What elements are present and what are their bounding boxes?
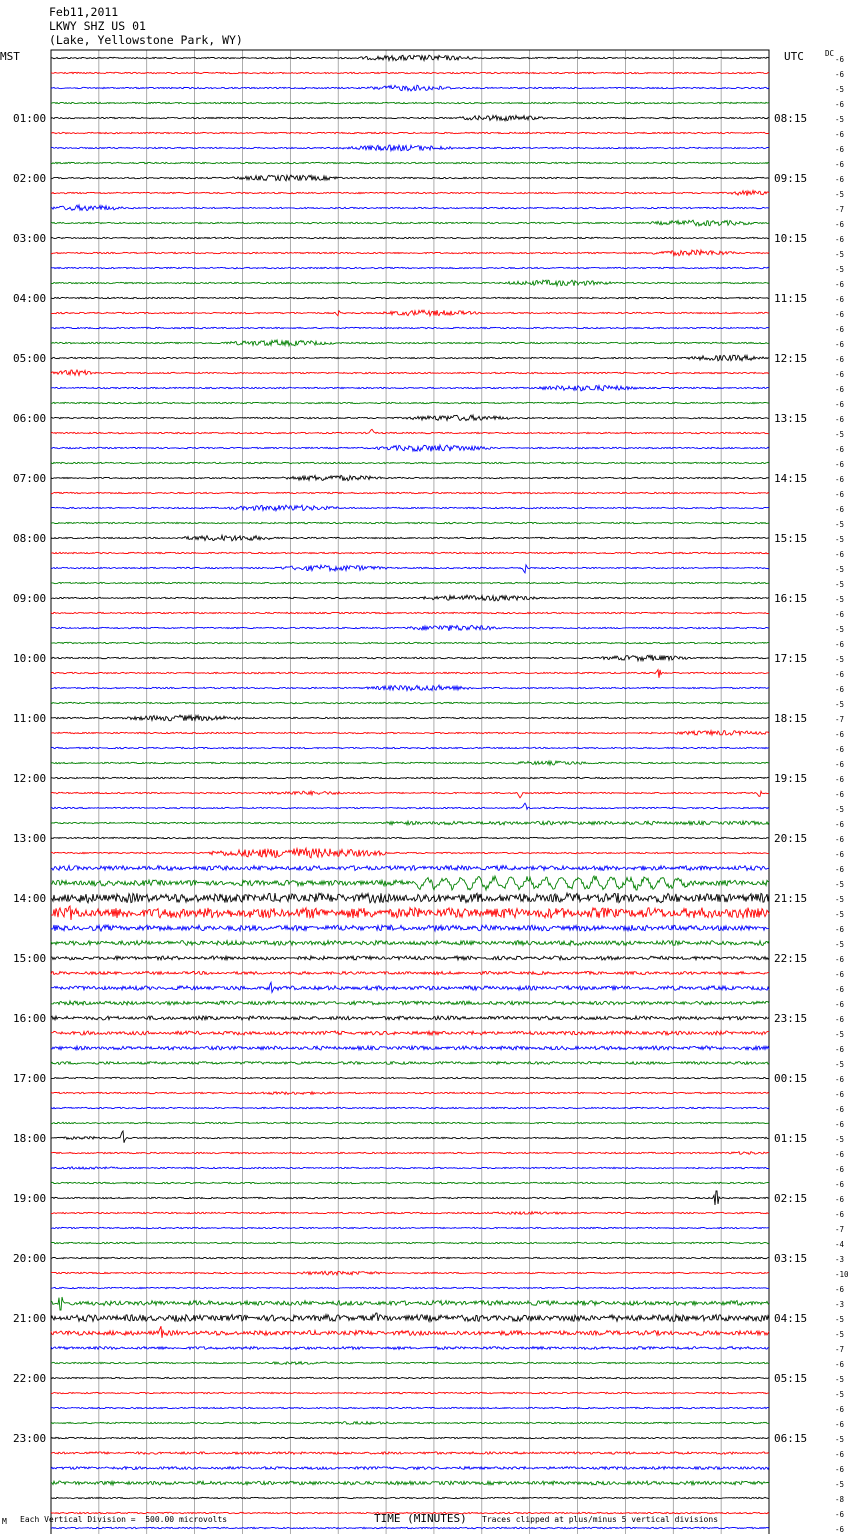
- trace-61: [51, 971, 769, 974]
- dc-offset-label: -6: [835, 775, 845, 784]
- dc-offset-label: -5: [835, 520, 845, 529]
- dc-offset-label: -5: [835, 190, 845, 199]
- dc-offset-label: -6: [835, 100, 845, 109]
- trace-38: [51, 625, 769, 631]
- dc-offset-label: -6: [835, 460, 845, 469]
- trace-9: [51, 191, 769, 196]
- right-hour-label: 02:15: [774, 1192, 808, 1205]
- dc-offset-label: -5: [835, 85, 845, 94]
- chart-date: Feb11,2011: [49, 5, 119, 19]
- dc-offset-label: -6: [835, 475, 845, 484]
- trace-30: [51, 505, 769, 511]
- dc-offset-label: -6: [835, 730, 845, 739]
- right-hour-label: 15:15: [774, 532, 808, 545]
- left-hour-label: 16:00: [13, 1012, 47, 1025]
- trace-42: [51, 685, 769, 690]
- trace-60: [51, 956, 769, 960]
- dc-offset-label: -5: [835, 895, 845, 904]
- right-hour-label: 18:15: [774, 712, 808, 725]
- trace-13: [51, 250, 769, 256]
- trace-51: [51, 821, 769, 825]
- trace-5: [51, 132, 769, 133]
- trace-74: [51, 1167, 769, 1169]
- right-hour-label: 14:15: [774, 472, 808, 485]
- trace-75: [51, 1182, 769, 1183]
- clip-note: Traces clipped at plus/minus 5 vertical divisions: [482, 1515, 719, 1524]
- trace-6: [51, 145, 769, 151]
- trace-4: [51, 116, 769, 121]
- trace-11: [51, 220, 769, 226]
- dc-offset-label: -5: [835, 805, 845, 814]
- trace-10: [51, 205, 769, 211]
- right-hour-label: 00:15: [774, 1072, 808, 1085]
- trace-94: [51, 1467, 769, 1470]
- dc-offset-label: -6: [835, 1180, 845, 1189]
- trace-17: [51, 310, 769, 316]
- left-hour-label: 22:00: [13, 1372, 47, 1385]
- trace-76: [51, 1191, 769, 1205]
- left-hour-label: 07:00: [13, 472, 47, 485]
- left-hour-label: 17:00: [13, 1072, 47, 1085]
- dc-offset-label: -6: [835, 130, 845, 139]
- left-hour-label: 15:00: [13, 952, 47, 965]
- trace-79: [51, 1242, 769, 1243]
- trace-39: [51, 642, 769, 643]
- right-hour-label: 17:15: [774, 652, 808, 665]
- dc-offset-label: -6: [835, 985, 845, 994]
- trace-49: [51, 791, 769, 798]
- trace-92: [51, 1437, 769, 1438]
- trace-53: [51, 848, 769, 858]
- dc-offset-label: -5: [835, 700, 845, 709]
- right-hour-label: 13:15: [774, 412, 808, 425]
- dc-offset-label: -5: [835, 880, 845, 889]
- trace-23: [51, 402, 769, 403]
- dc-offset-label: -6: [835, 970, 845, 979]
- left-hour-label: 19:00: [13, 1192, 47, 1205]
- dc-offset-label: -6: [835, 1465, 845, 1474]
- right-hour-label: 16:15: [774, 592, 808, 605]
- dc-offset-label: -6: [835, 1120, 845, 1129]
- dc-offset-label: -6: [835, 1015, 845, 1024]
- dc-offset-label: -6: [835, 1405, 845, 1414]
- right-hour-label: 22:15: [774, 952, 808, 965]
- trace-78: [51, 1227, 769, 1228]
- trace-90: [51, 1407, 769, 1408]
- trace-84: [51, 1313, 769, 1321]
- right-hour-label: 11:15: [774, 292, 808, 305]
- right-hour-label: 10:15: [774, 232, 808, 245]
- dc-offset-label: -6: [835, 1510, 845, 1519]
- plot-frame: [51, 50, 769, 1534]
- right-axis-title: UTC: [784, 50, 804, 63]
- dc-offset-label: -6: [835, 640, 845, 649]
- trace-80: [51, 1257, 769, 1258]
- trace-95: [51, 1481, 769, 1485]
- dc-offset-label: -6: [835, 490, 845, 499]
- dc-offset-label: -6: [835, 235, 845, 244]
- dc-offset-label: -5: [835, 1390, 845, 1399]
- trace-35: [51, 582, 769, 583]
- trace-16: [51, 297, 769, 298]
- left-hour-label: 11:00: [13, 712, 47, 725]
- left-hour-label: 21:00: [13, 1312, 47, 1325]
- dc-offset-label: -6: [835, 1165, 845, 1174]
- dc-offset-label: -6: [835, 145, 845, 154]
- dc-offset-label: -5: [835, 115, 845, 124]
- trace-58: [51, 925, 769, 931]
- trace-54: [51, 866, 769, 871]
- trace-28: [51, 475, 769, 480]
- trace-40: [51, 655, 769, 661]
- right-hour-label: 04:15: [774, 1312, 808, 1325]
- dc-offset-label: -5: [835, 1030, 845, 1039]
- left-hour-label: 18:00: [13, 1132, 47, 1145]
- right-hour-label: 20:15: [774, 832, 808, 845]
- trace-41: [51, 670, 769, 678]
- chart-location: (Lake, Yellowstone Park, WY): [49, 33, 243, 47]
- trace-67: [51, 1062, 769, 1065]
- trace-27: [51, 462, 769, 463]
- trace-62: [51, 982, 769, 992]
- dc-offset-label: -6: [835, 355, 845, 364]
- dc-offset-label: -6: [835, 850, 845, 859]
- left-hour-label: 01:00: [13, 112, 47, 125]
- left-hour-label: 03:00: [13, 232, 47, 245]
- dc-offset-label: -6: [835, 1045, 845, 1054]
- trace-3: [51, 102, 769, 103]
- trace-82: [51, 1287, 769, 1288]
- trace-0: [51, 55, 769, 60]
- dc-offset-label: -6: [835, 1210, 845, 1219]
- trace-33: [51, 552, 769, 553]
- dc-offset-label: -6: [835, 1090, 845, 1099]
- dc-offset-label: -5: [835, 580, 845, 589]
- trace-71: [51, 1122, 769, 1123]
- left-hour-label: 05:00: [13, 352, 47, 365]
- dc-offset-label: -5: [835, 1375, 845, 1384]
- trace-98: [51, 1527, 769, 1528]
- dc-offset-label: -5: [835, 535, 845, 544]
- trace-14: [51, 267, 769, 268]
- trace-66: [51, 1046, 769, 1050]
- dc-offset-label: -5: [835, 1480, 845, 1489]
- dc-offset-label: -6: [835, 325, 845, 334]
- left-hour-label: 09:00: [13, 592, 47, 605]
- dc-offset-label: -7: [835, 205, 845, 214]
- corner-mark: M: [2, 1517, 7, 1526]
- trace-21: [51, 370, 769, 375]
- dc-offset-label: -6: [835, 1285, 845, 1294]
- dc-offset-label: -5: [835, 1330, 845, 1339]
- right-hour-label: 01:15: [774, 1132, 808, 1145]
- dc-offset-label: -6: [835, 865, 845, 874]
- trace-57: [51, 906, 769, 920]
- dc-offset-label: -5: [835, 565, 845, 574]
- trace-46: [51, 747, 769, 748]
- dc-offset-label: -3: [835, 1300, 845, 1309]
- dc-offset-label: -5: [835, 1435, 845, 1444]
- trace-37: [51, 612, 769, 613]
- left-hour-label: 04:00: [13, 292, 47, 305]
- dc-offset-label: -5: [835, 910, 845, 919]
- dc-offset-label: -3: [835, 1255, 845, 1264]
- trace-86: [51, 1347, 769, 1350]
- trace-55: [51, 876, 769, 890]
- right-hour-label: 03:15: [774, 1252, 808, 1265]
- dc-offset-label: -6: [835, 790, 845, 799]
- trace-15: [51, 280, 769, 286]
- trace-85: [51, 1326, 769, 1338]
- trace-44: [51, 715, 769, 721]
- dc-offset-label: -7: [835, 715, 845, 724]
- dc-offset-label: -6: [835, 280, 845, 289]
- trace-19: [51, 340, 769, 346]
- dc-offset-label: -6: [835, 55, 845, 64]
- trace-83: [51, 1297, 769, 1310]
- trace-48: [51, 777, 769, 778]
- dc-offset-label: -6: [835, 685, 845, 694]
- dc-offset-label: -6: [835, 1150, 845, 1159]
- trace-52: [51, 837, 769, 838]
- trace-91: [51, 1422, 769, 1425]
- dc-offset-label: -6: [835, 745, 845, 754]
- trace-96: [51, 1497, 769, 1498]
- trace-73: [51, 1152, 769, 1155]
- dc-offset-label: -6: [835, 370, 845, 379]
- left-hour-label: 10:00: [13, 652, 47, 665]
- trace-45: [51, 731, 769, 736]
- trace-63: [51, 1001, 769, 1005]
- dc-header: DC: [825, 49, 835, 58]
- right-hour-label: 19:15: [774, 772, 808, 785]
- right-hour-label: 08:15: [774, 112, 808, 125]
- dc-offset-label: -6: [835, 1450, 845, 1459]
- dc-offset-label: -6: [835, 820, 845, 829]
- trace-70: [51, 1107, 769, 1108]
- scale-note: Each Vertical Division = 500.00 microvolts: [20, 1515, 228, 1524]
- trace-31: [51, 522, 769, 523]
- dc-offset-label: -6: [835, 445, 845, 454]
- dc-offset-label: -5: [835, 655, 845, 664]
- dc-offset-label: -6: [835, 1105, 845, 1114]
- dc-offset-label: -6: [835, 310, 845, 319]
- dc-offset-label: -5: [835, 625, 845, 634]
- trace-18: [51, 327, 769, 328]
- dc-offset-label: -6: [835, 955, 845, 964]
- left-hour-label: 02:00: [13, 172, 47, 185]
- right-hour-label: 09:15: [774, 172, 808, 185]
- dc-offset-label: -5: [835, 430, 845, 439]
- trace-8: [51, 175, 769, 181]
- trace-34: [51, 565, 769, 573]
- trace-50: [51, 803, 769, 809]
- trace-87: [51, 1362, 769, 1365]
- right-hour-label: 23:15: [774, 1012, 808, 1025]
- dc-offset-label: -6: [835, 1420, 845, 1429]
- right-hour-label: 05:15: [774, 1372, 808, 1385]
- trace-22: [51, 386, 769, 391]
- dc-offset-label: -5: [835, 595, 845, 604]
- dc-offset-label: -5: [835, 265, 845, 274]
- trace-93: [51, 1452, 769, 1455]
- dc-offset-label: -10: [835, 1270, 849, 1279]
- trace-77: [51, 1212, 769, 1215]
- trace-59: [51, 941, 769, 946]
- dc-offset-label: -6: [835, 1195, 845, 1204]
- dc-offset-label: -6: [835, 295, 845, 304]
- chart-station: LKWY SHZ US 01: [49, 19, 146, 33]
- right-hour-label: 12:15: [774, 352, 808, 365]
- dc-offset-label: -7: [835, 1225, 845, 1234]
- dc-offset-label: -6: [835, 220, 845, 229]
- dc-offset-label: -5: [835, 1060, 845, 1069]
- dc-offset-label: -6: [835, 610, 845, 619]
- dc-offset-label: -6: [835, 1075, 845, 1084]
- trace-64: [51, 1016, 769, 1020]
- dc-offset-label: -6: [835, 760, 845, 769]
- trace-65: [51, 1031, 769, 1035]
- dc-offset-label: -7: [835, 1345, 845, 1354]
- left-axis-title: MST: [0, 50, 20, 63]
- dc-offset-label: -6: [835, 1525, 845, 1534]
- left-hour-label: 08:00: [13, 532, 47, 545]
- trace-26: [51, 445, 769, 451]
- trace-2: [51, 85, 769, 91]
- trace-47: [51, 761, 769, 765]
- trace-89: [51, 1392, 769, 1393]
- trace-1: [51, 72, 769, 73]
- dc-offset-label: -6: [835, 835, 845, 844]
- right-hour-label: 06:15: [774, 1432, 808, 1445]
- dc-offset-label: -5: [835, 250, 845, 259]
- trace-81: [51, 1271, 769, 1275]
- trace-29: [51, 492, 769, 493]
- dc-offset-label: -6: [835, 415, 845, 424]
- right-hour-label: 21:15: [774, 892, 808, 905]
- dc-offset-label: -6: [835, 1360, 845, 1369]
- dc-offset-label: -5: [835, 1135, 845, 1144]
- dc-offset-label: -6: [835, 550, 845, 559]
- dc-offset-label: -5: [835, 940, 845, 949]
- trace-7: [51, 162, 769, 163]
- trace-36: [51, 595, 769, 601]
- dc-offset-label: -6: [835, 70, 845, 79]
- trace-69: [51, 1092, 769, 1095]
- trace-25: [51, 429, 769, 433]
- left-hour-label: 06:00: [13, 412, 47, 425]
- dc-offset-label: -6: [835, 505, 845, 514]
- trace-20: [51, 355, 769, 361]
- dc-offset-label: -6: [835, 400, 845, 409]
- left-hour-label: 12:00: [13, 772, 47, 785]
- trace-68: [51, 1077, 769, 1078]
- dc-offset-label: -8: [835, 1495, 845, 1504]
- dc-offset-label: -4: [835, 1240, 845, 1249]
- dc-offset-label: -6: [835, 160, 845, 169]
- dc-offset-label: -6: [835, 1000, 845, 1009]
- dc-offset-label: -6: [835, 175, 845, 184]
- left-hour-label: 20:00: [13, 1252, 47, 1265]
- trace-72: [51, 1131, 769, 1143]
- left-hour-label: 13:00: [13, 832, 47, 845]
- trace-43: [51, 702, 769, 703]
- trace-24: [51, 415, 769, 420]
- left-hour-label: 23:00: [13, 1432, 47, 1445]
- trace-12: [51, 237, 769, 238]
- trace-88: [51, 1377, 769, 1378]
- dc-offset-label: -5: [835, 1315, 845, 1324]
- dc-offset-label: -6: [835, 385, 845, 394]
- trace-56: [51, 893, 769, 903]
- trace-32: [51, 535, 769, 541]
- dc-offset-label: -6: [835, 670, 845, 679]
- left-hour-label: 14:00: [13, 892, 47, 905]
- x-axis-title: TIME (MINUTES): [374, 1512, 467, 1525]
- dc-offset-label: -6: [835, 340, 845, 349]
- dc-offset-label: -6: [835, 925, 845, 934]
